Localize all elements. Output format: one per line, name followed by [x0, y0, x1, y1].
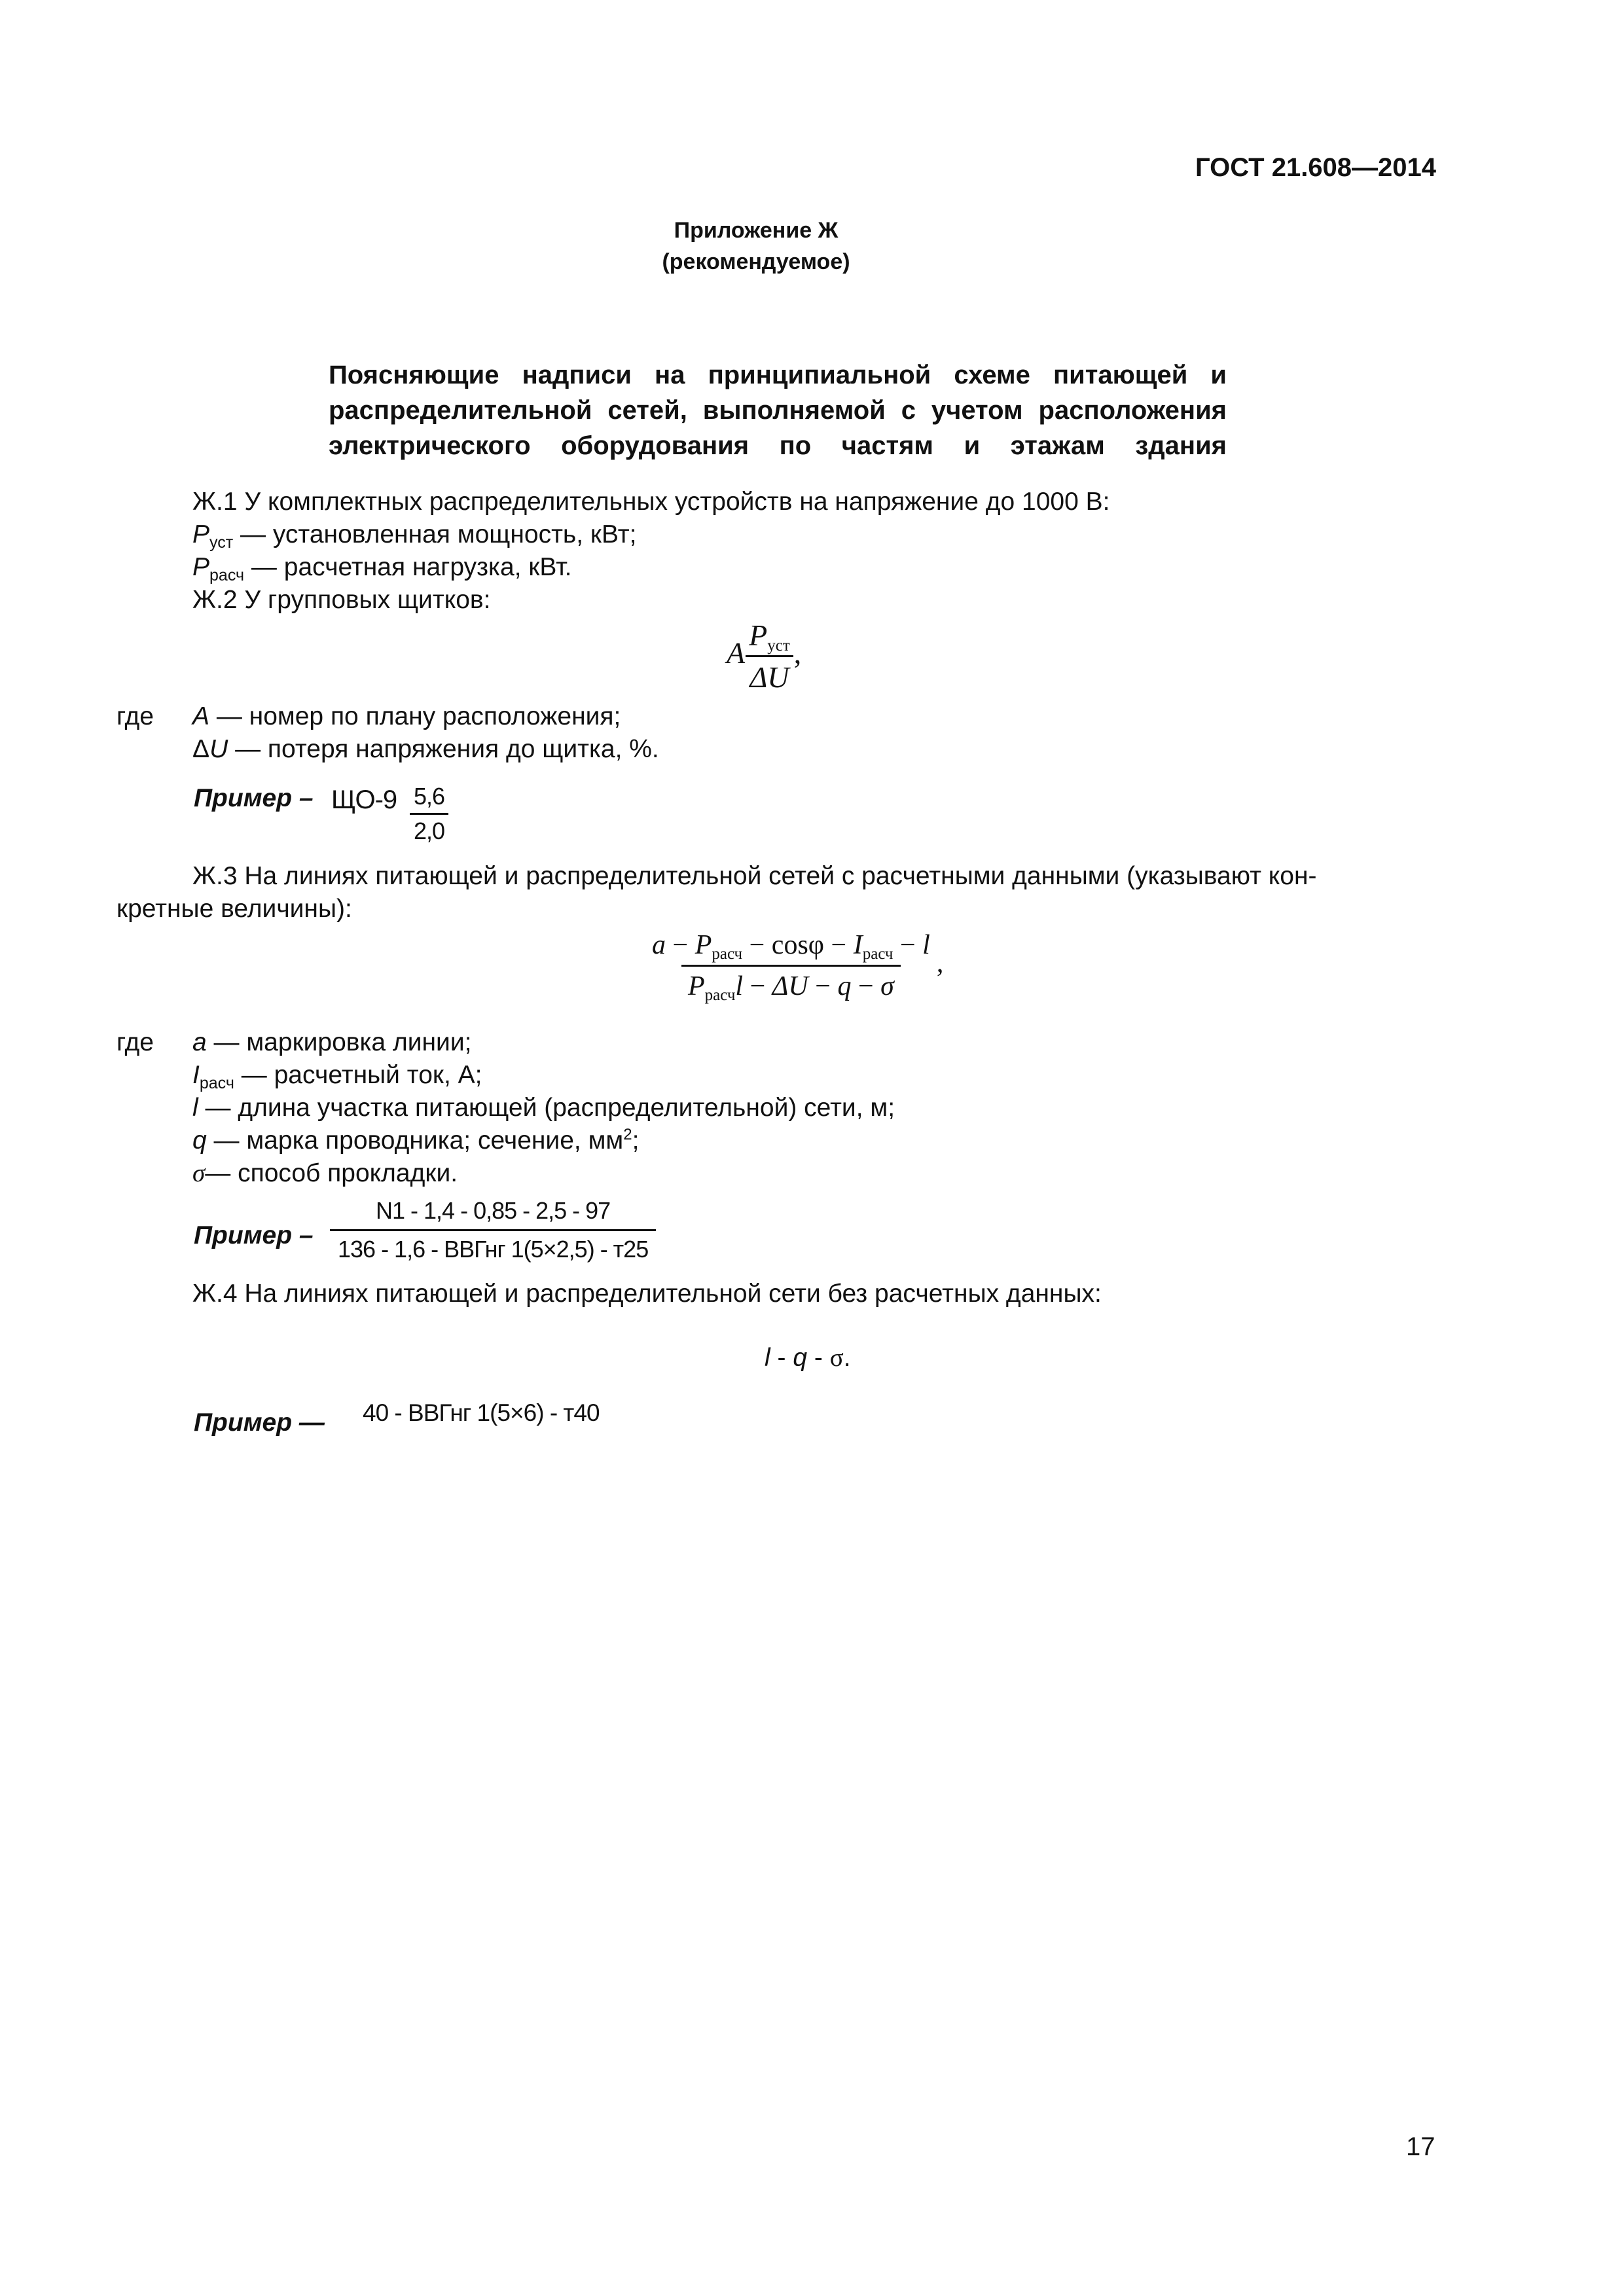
- formula-fraction: [745, 618, 794, 694]
- formula-num-symbol: P: [749, 619, 768, 652]
- zh3-example-num: N1 - 1,4 - 0,85 - 2,5 - 97: [376, 1197, 611, 1224]
- f3d-p-sub: расч: [704, 986, 736, 1004]
- f3-i-sub: расч: [862, 945, 893, 963]
- zh3-example-den: 136 - 1,6 - ВВГнг 1(5×2,5) - т25: [330, 1229, 656, 1264]
- page-number: 17: [1406, 2132, 1435, 2161]
- def-a-text: — номер по плану расположения;: [209, 702, 621, 730]
- def3-q-symbol: q: [192, 1126, 207, 1155]
- zh4-intro: Ж.4 На линиях питающей и распределительной сети без расчетных данных:: [192, 1280, 1102, 1308]
- zh2-example-name: ЩО-9: [331, 785, 397, 814]
- f3-l: l: [922, 930, 930, 960]
- formula-tail: ,: [793, 636, 802, 670]
- zh3-def-a: [192, 1026, 895, 1059]
- def3-a-symbol: a: [192, 1028, 207, 1056]
- f3d-q: q: [837, 971, 852, 1001]
- formula-numerator: [745, 618, 794, 655]
- f4-dash-2: -: [807, 1344, 830, 1372]
- f3-i: I: [853, 930, 863, 960]
- f3-p: P: [695, 930, 712, 960]
- f3d-sigma: σ: [880, 971, 894, 1001]
- zh1-p-ust-def: [192, 518, 1110, 551]
- zh3-definitions: [192, 1026, 895, 1190]
- def3-q-text: — марка проводника; сечение, мм: [206, 1126, 624, 1155]
- zh1-intro: Ж.1 У комплектных распределительных устройств на напряжение до 1000 В:: [192, 488, 1110, 516]
- formula-zh2: [727, 618, 801, 694]
- f3d-du: ΔU: [772, 971, 808, 1001]
- zh2-example-fraction: [410, 783, 448, 845]
- def3-l-symbol: l: [192, 1094, 198, 1122]
- def3-q-sup: 2: [623, 1126, 632, 1143]
- zh3-line-2: кретные величины):: [117, 895, 352, 923]
- formula-zh3-tail: ,: [936, 948, 944, 979]
- p-rasch-subscript: расч: [209, 566, 245, 584]
- zh4-example-value: 40 - ВВГнг 1(5×6) - т40: [363, 1399, 600, 1426]
- zh2-definitions: [192, 700, 659, 766]
- def3-l-text: — длина участка питающей (распределительной) сети, м;: [198, 1094, 895, 1122]
- appendix-heading: [329, 357, 1227, 463]
- heading-line-3: электрического оборудования по частям и этажам здания: [329, 431, 1227, 460]
- f4-end: .: [843, 1344, 851, 1372]
- def3-i-text: — расчетный ток, А;: [234, 1061, 482, 1089]
- p-rasch-text: — расчетная нагрузка, кВт.: [244, 553, 572, 581]
- zh3-example-fraction: [330, 1196, 656, 1264]
- zh3-line-1: Ж.3 На линиях питающей и распределительной сетей с расчетными данными (указывают кон-: [192, 862, 1317, 890]
- zh3-def-l: [192, 1092, 895, 1124]
- f4-dash-1: -: [770, 1344, 793, 1372]
- zh2-example-num: 5,6: [414, 783, 445, 810]
- zh2-def-a: [192, 700, 659, 733]
- zh3-def-i: [192, 1059, 895, 1092]
- def3-i-subscript: расч: [199, 1074, 234, 1092]
- def-du-symbol: U: [209, 735, 228, 763]
- f3d-p: P: [687, 971, 705, 1001]
- formula-denominator: ΔU: [746, 655, 793, 694]
- p-rasch-symbol: P: [192, 553, 210, 581]
- heading-line-2: распределительной сетей, выполняемой с учетом расположения: [329, 396, 1227, 425]
- formula-zh3: [645, 929, 943, 1002]
- formula-num-subscript: уст: [767, 637, 790, 655]
- def3-i-symbol: I: [192, 1061, 200, 1089]
- zh2-example-den: 2,0: [410, 813, 448, 845]
- zh2-def-du: [192, 733, 659, 766]
- section-zh1: [192, 486, 1110, 617]
- zh3-where: где: [117, 1028, 154, 1056]
- p-ust-subscript: уст: [209, 533, 234, 552]
- zh2-where: где: [117, 702, 154, 730]
- f3-a: a: [652, 930, 666, 960]
- standard-designation: ГОСТ 21.608—2014: [1195, 153, 1437, 182]
- f4-l: l: [765, 1344, 770, 1372]
- f4-q: q: [793, 1344, 808, 1372]
- formula-zh3-numerator: $a - P_{расч} - \cos\varphi - I_{расч} - l$: [652, 930, 930, 963]
- formula-a: A: [727, 636, 746, 670]
- f3d-l: l: [735, 971, 744, 1001]
- f4-sigma: σ: [829, 1344, 844, 1372]
- f3-cos: cosφ: [771, 930, 825, 960]
- appendix-status: (рекомендуемое): [662, 249, 850, 274]
- zh1-p-rasch-def: [192, 551, 1110, 584]
- appendix-name: Приложение Ж: [674, 218, 839, 243]
- formula-zh3-fraction: [645, 929, 937, 1002]
- def3-sigma-text: — способ прокладки.: [205, 1159, 458, 1187]
- p-ust-symbol: P: [192, 520, 210, 548]
- appendix-title: [615, 215, 897, 278]
- zh3-def-sigma: [192, 1157, 895, 1190]
- def3-sigma-symbol: σ: [192, 1159, 206, 1187]
- f3-p-sub: расч: [712, 945, 743, 963]
- zh3-example-label: Пример –: [194, 1221, 314, 1249]
- def3-a-text: — маркировка линии;: [206, 1028, 472, 1056]
- zh4-example-label: Пример —: [194, 1408, 325, 1437]
- formula-zh4: [765, 1342, 851, 1374]
- zh2-intro: Ж.2 У групповых щитков:: [192, 586, 491, 614]
- def3-q-end: ;: [632, 1126, 640, 1155]
- heading-line-1: Поясняющие надписи на принципиальной схеме питающей и: [329, 361, 1227, 389]
- formula-zh3-denominator: $P_{расч}l - \Delta U - q - \sigma$: [681, 965, 901, 1002]
- def-du-text: — потеря напряжения до щитка, %.: [228, 735, 659, 763]
- def-du-delta: Δ: [192, 735, 210, 763]
- zh3-def-q: [192, 1124, 895, 1157]
- def-a-symbol: A: [192, 702, 210, 730]
- p-ust-text: — установленная мощность, кВт;: [233, 520, 637, 548]
- zh2-example-label: Пример –: [194, 784, 314, 812]
